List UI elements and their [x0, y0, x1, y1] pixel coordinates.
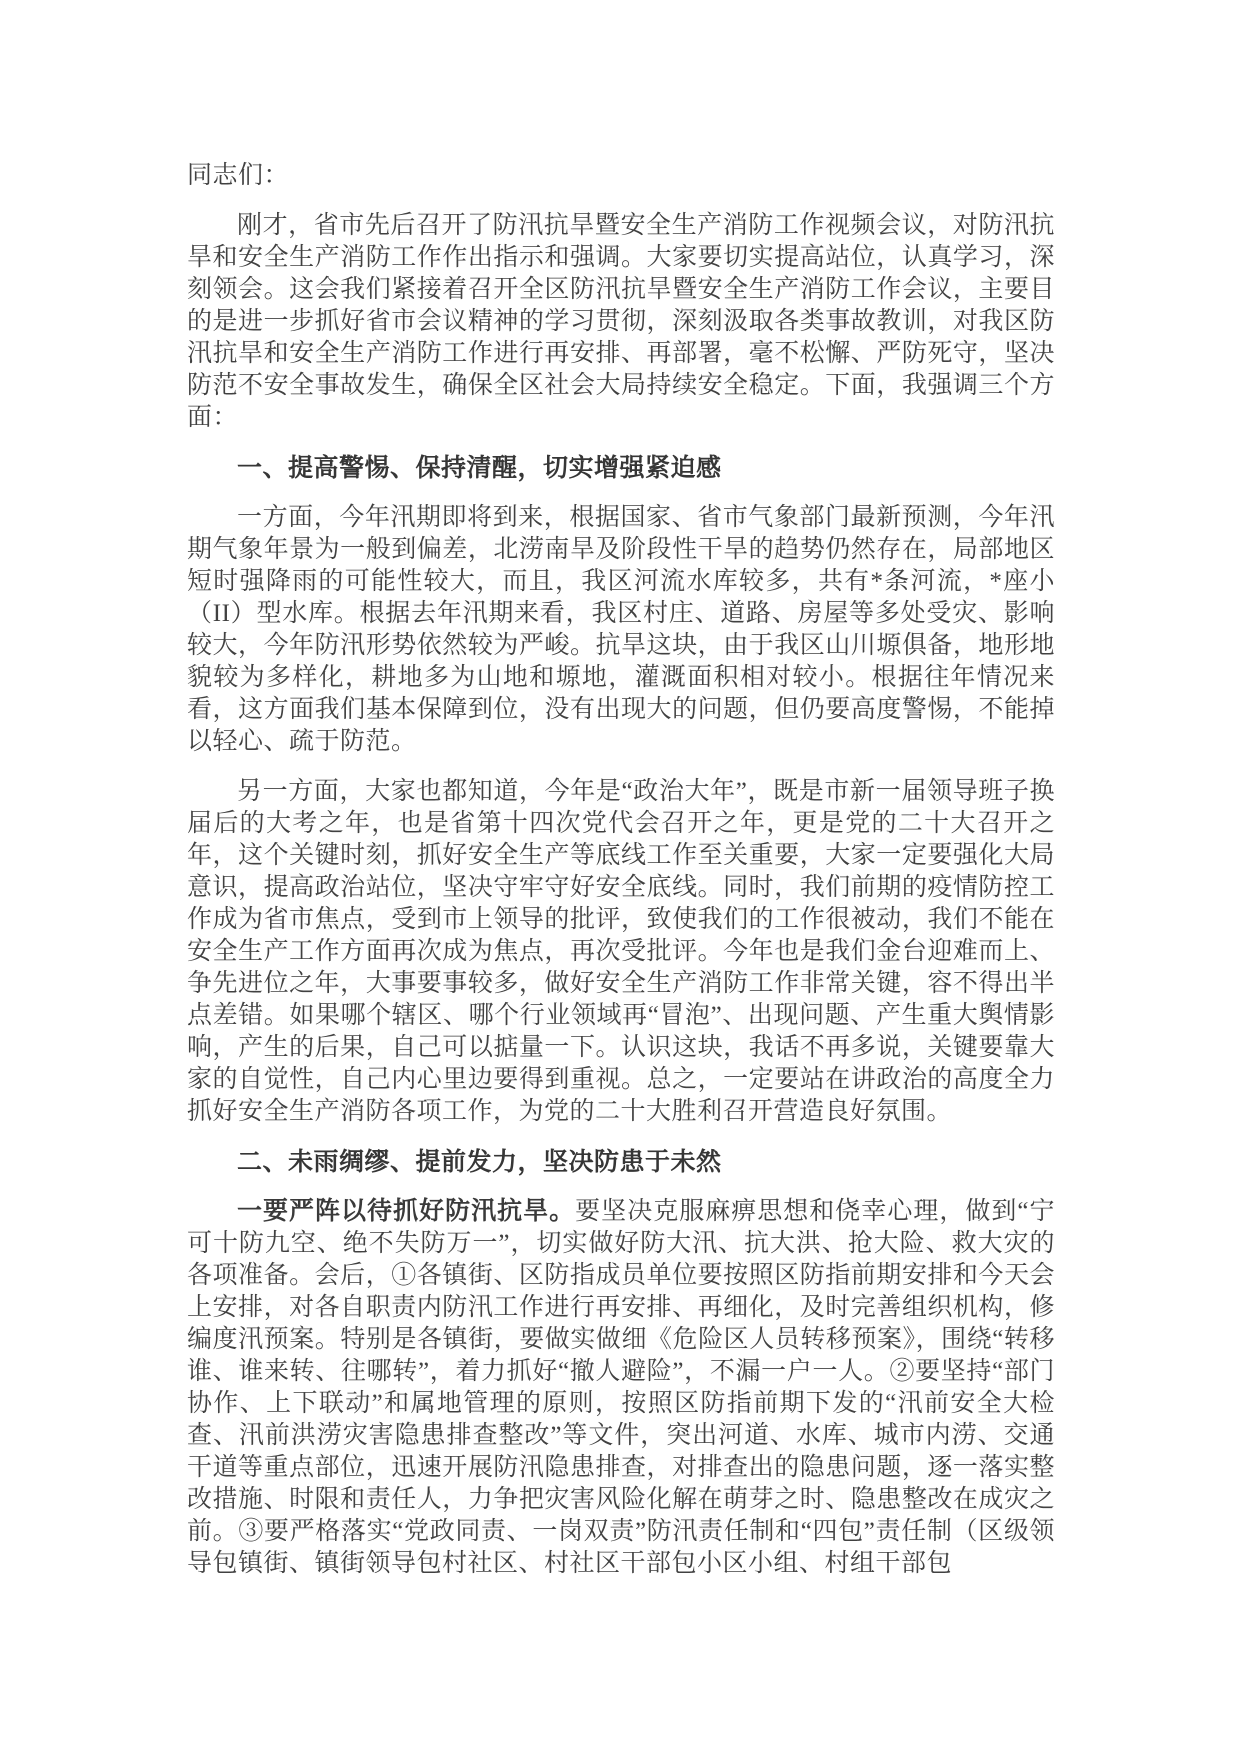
section-heading-1: 一、提高警惕、保持清醒，切实增强紧迫感	[237, 454, 722, 482]
paragraph-political-year: 另一方面，大家也都知道，今年是“政治大年”，既是市新一届领导班子换届后的大考之年，也是省第十四次党代会召开之年，更是党的二十大召开之年，这个关键时刻，抓好安全生产等底线工作至关重要，大家一定要强化大局意识，提高政治站位，坚决守牢守好安全底线。同时，我们前期的疫情防控工作成为省市焦点，受到市上领导的批评，致使我们的工作很被动，我们不能在安全生产工作方面再次成为焦点，再次受批评。今年也是我们金台迎难而上、争先进位之年，大事要事较多，做好安全生产消防工作非常关键，容不得出半点差错。如果哪个辖区、哪个行业领域再“冒泡”、出现问题、产生重大舆情影响，产生的后果，自己可以掂量一下。认识这块，我话不再多说，关键要靠大家的自觉性，自己内心里边要得到重视。总之，一定要站在讲政治的高度全力抓好安全生产消防各项工作，为党的二十大胜利召开营造良好氛围。	[187, 778, 1055, 1125]
salutation: 同志们：	[187, 162, 290, 189]
document-body	[187, 160, 1055, 1580]
paragraph-flood-preparation	[187, 1196, 1055, 1580]
paragraph-flood-preparation-text: 要坚决克服麻痹思想和侥幸心理，做到“宁可十防九空、绝不失防万一”，切实做好防大汛、抗大洪、抢大险、救大灾的各项准备。会后，①各镇街、区防指成员单位要按照区防指前期安排和今天会上安排，对各自职责内防汛工作进行再安排、再细化，及时完善组织机构，修编度汛预案。特别是各镇街，要做实做细《危险区人员转移预案》，围绕“转移谁、谁来转、往哪转”，着力抓好“撤人避险”，不漏一户一人。②要坚持“部门协作、上下联动”和属地管理的原则，按照区防指前期下发的“汛前安全大检查、汛前洪涝灾害隐患排查整改”等文件，突出河道、水库、城市内涝、交通干道等重点部位，迅速开展防汛隐患排查，对排查出的隐患问题，逐一落实整改措施、时限和责任人，力争把灾害风险化解在萌芽之时、隐患整改在成灾之前。③要严格落实“党政同责、一岗双责”防汛责任制和“四包”责任制（区级领导包镇街、镇街领导包村社区、村社区干部包小区小组、村组干部包	[187, 1198, 1055, 1577]
paragraph-flood-preparation-lead: 一要严阵以待抓好防汛抗旱。	[237, 1198, 576, 1225]
paragraph-intro: 刚才，省市先后召开了防汛抗旱暨安全生产消防工作视频会议，对防汛抗旱和安全生产消防工作作出指示和强调。大家要切实提高站位，认真学习，深刻领会。这会我们紧接着召开全区防汛抗旱暨安全生产消防工作会议，主要目的是进一步抓好省市会议精神的学习贯彻，深刻汲取各类事故教训，对我区防汛抗旱和安全生产消防工作进行再安排、再部署，毫不松懈、严防死守，坚决防范不安全事故发生，确保全区社会大局持续安全稳定。下面，我强调三个方面：	[187, 212, 1055, 431]
paragraph-flood-season-outlook: 一方面，今年汛期即将到来，根据国家、省市气象部门最新预测，今年汛期气象年景为一般到偏差，北涝南旱及阶段性干旱的趋势仍然存在，局部地区短时强降雨的可能性较大，而且，我区河流水库较多，共有*条河流，*座小（II）型水库。根据去年汛期来看，我区村庄、道路、房屋等多处受灾、影响较大，今年防汛形势依然较为严峻。抗旱这块，由于我区山川塬俱备，地形地貌较为多样化，耕地多为山地和塬地，灌溉面积相对较小。根据往年情况来看，这方面我们基本保障到位，没有出现大的问题，但仍要高度警惕，不能掉以轻心、疏于防范。	[187, 504, 1055, 755]
section-heading-2: 二、未雨绸缪、提前发力，坚决防患于未然	[237, 1148, 722, 1176]
